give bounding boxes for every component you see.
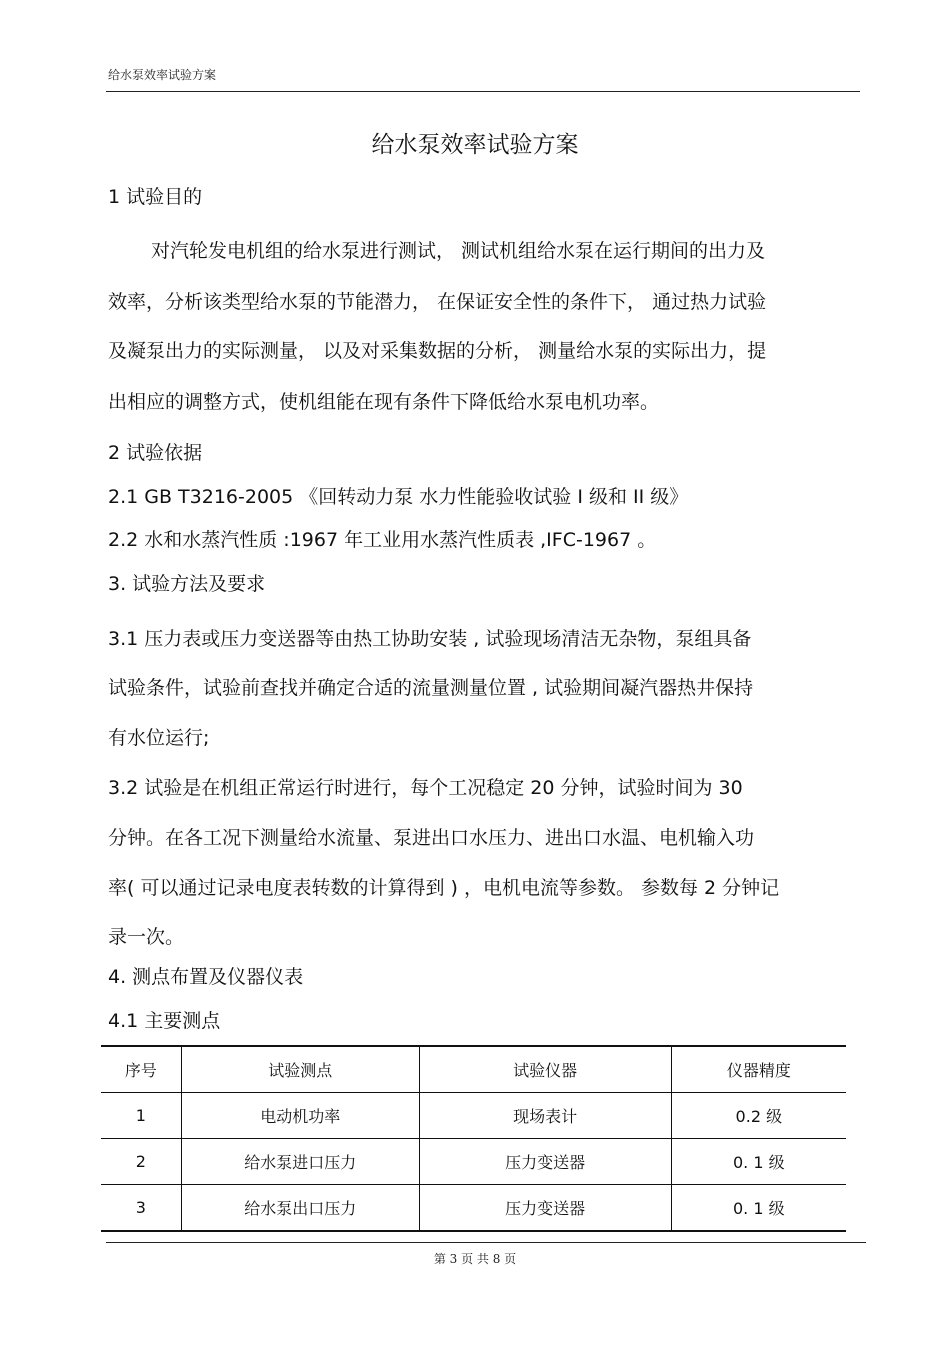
section-1-heading: 1 试验目的 <box>108 186 203 208</box>
page-number-footer: 第 3 页 共 8 页 <box>433 1252 517 1266</box>
section-3-2-line: 录一次。 <box>108 926 185 948</box>
section-3-1-line: 试验条件，试验前查找并确定合适的流量测量位置 , 试验期间凝汽器热井保持 <box>108 677 754 699</box>
section-3-2-line: 率( 可以通过记录电度表转数的计算得到 ) ，电机电流等参数。 参数每 2 分钟记 <box>108 877 780 899</box>
section-2-1: 2.1 GB T3216-2005 《回转动力泵 水力性能验收试验 I 级和 II 级》 <box>108 486 689 508</box>
table-cell: 0. 1 级 <box>733 1199 785 1218</box>
column-header: 试验仪器 <box>419 1046 671 1093</box>
section-3-2-line: 3.2 试验是在机组正常运行时进行，每个工况稳定 20 分钟，试验时间为 30 <box>108 777 743 799</box>
section-1-line: 出相应的调整方式，使机组能在现有条件下降低给水泵电机功率。 <box>108 391 660 413</box>
column-header: 序号 <box>124 1061 157 1080</box>
column-header: 试验测点 <box>181 1046 419 1093</box>
section-3-1-line: 有水位运行; <box>108 727 210 749</box>
section-1-line: 及凝泵出力的实际测量， 以及对采集数据的分析， 测量给水泵的实际出力，提 <box>108 340 767 362</box>
section-3-1-line: 3.1 压力表或压力变送器等由热工协助安装 , 试验现场清洁无杂物，泵组具备 <box>108 628 752 650</box>
section-2-heading: 2 试验依据 <box>108 442 203 464</box>
table-row <box>101 1185 846 1232</box>
section-4-heading: 4. 测点布置及仪器仪表 <box>108 966 304 988</box>
section-1-line: 对汽轮发电机组的给水泵进行测试， 测试机组给水泵在运行期间的出力及 <box>151 240 766 262</box>
table-cell: 电动机功率 <box>181 1093 419 1139</box>
table-cell: 2 <box>135 1152 146 1171</box>
table-cell: 0. 1 级 <box>733 1153 785 1172</box>
section-3-2-line: 分钟。在各工况下测量给水流量、泵进出口水压力、进出口水温、电机输入功 <box>108 827 755 849</box>
measurement-points-table <box>101 1045 846 1232</box>
table-cell: 现场表计 <box>419 1093 671 1139</box>
running-header: 给水泵效率试验方案 <box>108 68 217 82</box>
table-header-row <box>101 1046 846 1093</box>
table-cell: 1 <box>135 1106 146 1125</box>
table-cell: 给水泵出口压力 <box>181 1185 419 1232</box>
table-row <box>101 1093 846 1139</box>
section-2-2: 2.2 水和水蒸汽性质 :1967 年工业用水蒸汽性质表 ,IFC-1967 。 <box>108 529 657 551</box>
table-cell: 压力变送器 <box>419 1139 671 1185</box>
table-cell: 0.2 级 <box>735 1107 783 1126</box>
header-rule <box>106 91 860 92</box>
table-cell: 给水泵进口压力 <box>181 1139 419 1185</box>
footer-rule <box>106 1242 866 1243</box>
document-title: 给水泵效率试验方案 <box>371 132 579 158</box>
section-1-line: 效率，分析该类型给水泵的节能潜力， 在保证安全性的条件下， 通过热力试验 <box>108 291 767 313</box>
section-4-1-heading: 4.1 主要测点 <box>108 1010 221 1032</box>
table-row <box>101 1139 846 1185</box>
table-cell: 3 <box>135 1198 146 1217</box>
table-cell: 压力变送器 <box>419 1185 671 1232</box>
column-header: 仪器精度 <box>726 1061 791 1080</box>
section-3-heading: 3. 试验方法及要求 <box>108 573 266 595</box>
